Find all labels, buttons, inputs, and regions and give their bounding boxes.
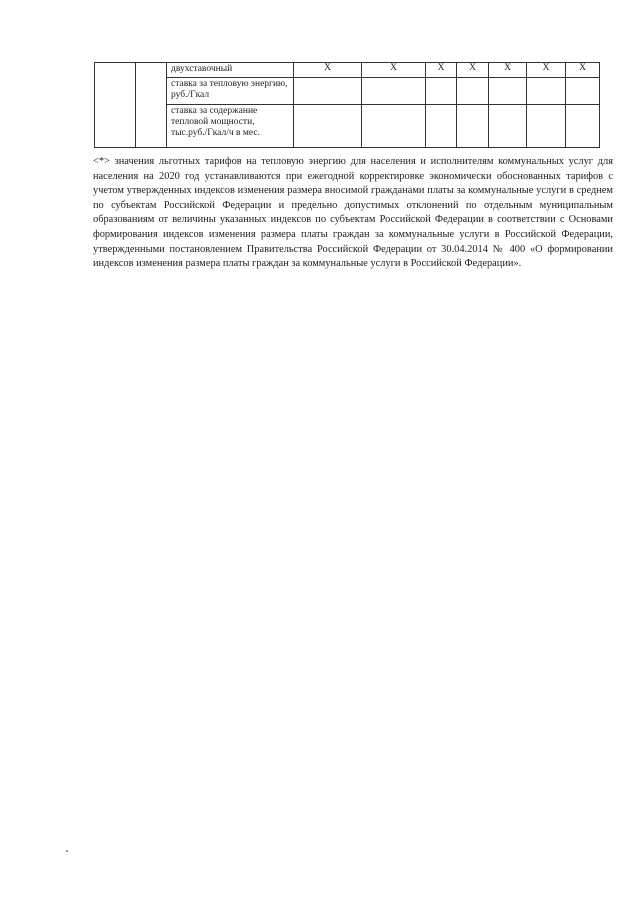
row-label-energy-rate: ставка за тепловую энергию, руб./Гкал bbox=[167, 78, 294, 105]
table-cell-x: X bbox=[294, 63, 362, 78]
table-cell-empty bbox=[136, 63, 167, 148]
table-cell-empty bbox=[95, 63, 136, 148]
table-cell bbox=[426, 78, 457, 105]
table-cell bbox=[362, 78, 426, 105]
scan-speck bbox=[66, 850, 68, 852]
table-cell-x: X bbox=[426, 63, 457, 78]
row-label-capacity-rate: ставка за содержание тепловой мощности, тыс.руб./Гкал/ч в мес. bbox=[167, 105, 294, 148]
table-cell bbox=[294, 78, 362, 105]
table-cell bbox=[362, 105, 426, 148]
table-cell-x: X bbox=[362, 63, 426, 78]
table-row-capacity-rate bbox=[95, 105, 600, 148]
table-cell bbox=[566, 78, 600, 105]
table-cell bbox=[457, 105, 489, 148]
footnote: <*> значения льготных тарифов на тепловую энергию для населения и исполнителям коммунальных услуг для населения на 2020 год устанавливаются при ежегодной корректировке экономически обоснованных тарифов с учетом утвержденных индексов изменения размера вносимой гражданами платы за коммунальные услуги в среднем по субъектам Российской Федерации и предельно допустимых отклонений по отдельным муниципальным образованиям от величины указанных индексов по субъектам Российской Федерации в соответствии с Основами формирования индексов изменения размера платы граждан за коммунальные услуги в Российской Федерации, утвержденными постановлением Правительства Российской Федерации от 30.04.2014 № 400 «О формировании индексов изменения размера платы граждан за коммунальные услуги в Российской Федерации». bbox=[93, 156, 613, 270]
table-cell bbox=[489, 78, 527, 105]
tariff-table bbox=[94, 62, 600, 148]
table-cell bbox=[294, 105, 362, 148]
table-row-energy-rate bbox=[95, 78, 600, 105]
table-cell bbox=[566, 105, 600, 148]
table-cell bbox=[489, 105, 527, 148]
table-cell-x: X bbox=[457, 63, 489, 78]
table-cell bbox=[527, 105, 566, 148]
row-label-two-part: двухставочный bbox=[167, 63, 294, 78]
table-cell bbox=[527, 78, 566, 105]
table-cell-x: X bbox=[527, 63, 566, 78]
table-cell bbox=[457, 78, 489, 105]
table-cell bbox=[426, 105, 457, 148]
table-row-two-part bbox=[95, 63, 600, 78]
table-cell-x: X bbox=[489, 63, 527, 78]
table-cell-x: X bbox=[566, 63, 600, 78]
